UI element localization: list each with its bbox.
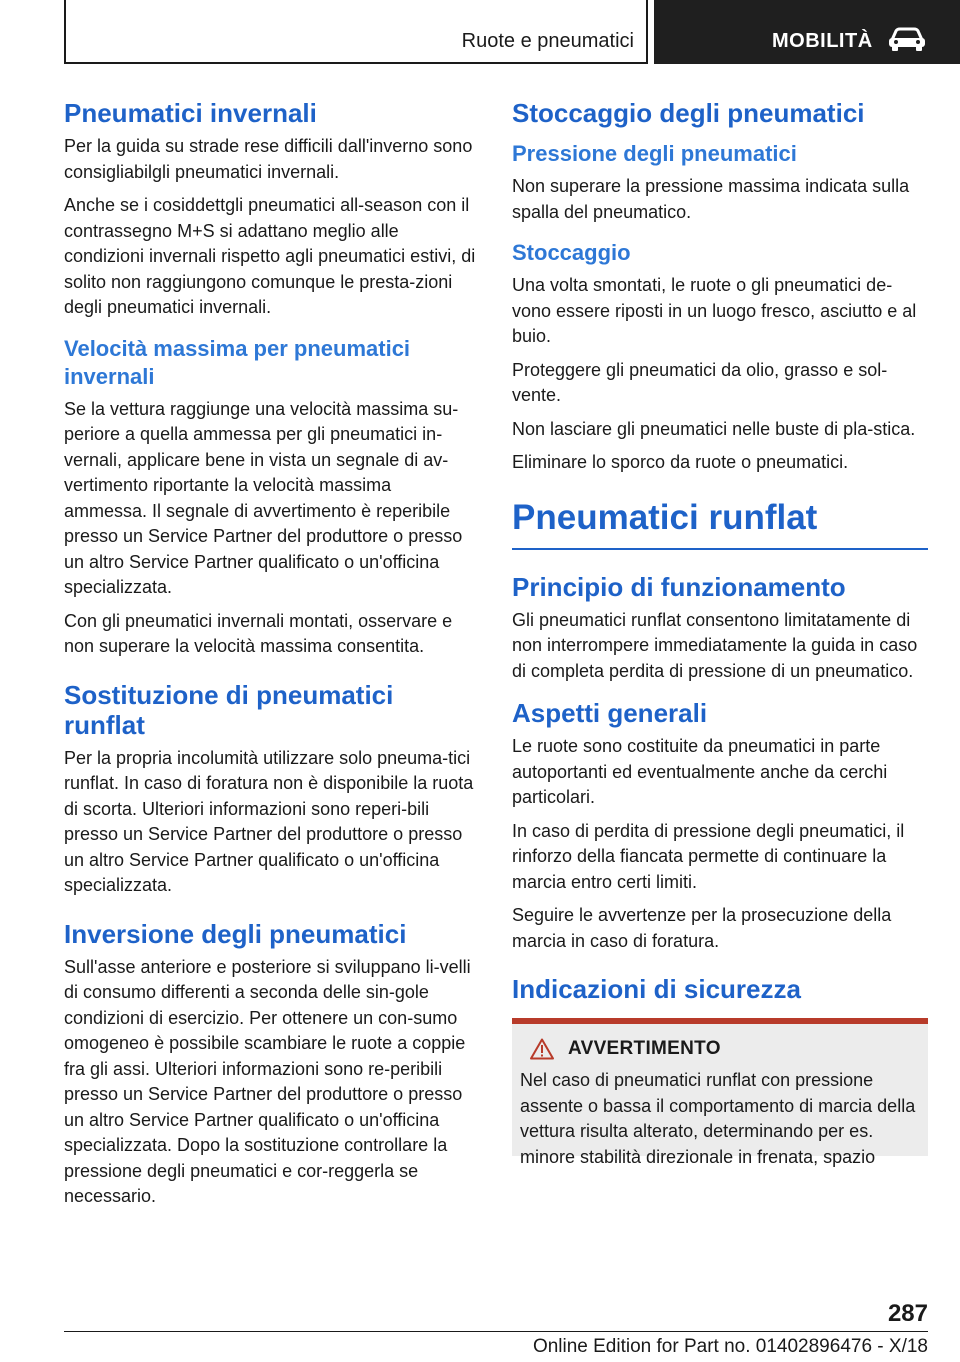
header-section-box [64,0,648,64]
para-general-3: Seguire le avvertenze per la prosecuzione della marcia in caso di foratura. [512,905,892,951]
heading-tyre-pressure: Pressione degli pneumatici [512,141,797,166]
heading-max-speed: Velocità massima per pneumatici invernali [64,335,411,389]
para-storage-3: Non lasciare gli pneumatici nelle buste di pla-stica. [512,418,916,439]
heading-principle: Principio di funzionamento [512,571,846,602]
warning-header [530,1038,920,1060]
para-speed-1: Se la vettura raggiunge una velocità massima su-periore a quella ammessa per gli pneumatici in-vernali, applicare bene in vista un segnale di av-vertimento riportante la velocità massima ammessa. Il segnale di avvertimento è reperibile presso un Service Partner del produttore o presso un altro Service Partner qualificato o un'officina specializzata. [64,398,463,597]
heading-replace-runflat: Sostituzione di pneumatici runflat [64,679,394,740]
heading-safety: Indicazioni di sicurezza [512,974,801,1004]
para-winter-2: Anche se i cosiddettgli pneumatici all-season con il contrassegno M+S si adattano meglio alle condizioni invernali rispetto agli pneumatici estivi, di solito non raggiungono comunque le presta-zioni degli pneumatici invernali. [64,195,476,317]
para-pressure: Non superare la pressione massima indicata sulla spalla del pneumatico. [512,176,910,222]
para-storage-1: Una volta smontati, le ruote o gli pneumatici de-vono essere riposti in un luogo fresco, asciutto e al buio. [512,275,917,346]
para-storage-4: Eliminare lo sporco da ruote o pneumatici. [512,452,849,472]
header-chapter-box [654,0,960,64]
left-column [64,98,478,1218]
para-rotation: Sull'asse anteriore e posteriore si sviluppano li-velli di consumo differenti a seconda delle sin-gole condizioni di esercizio. Per ottenere un con-sumo omogeneo è possibile scambiare le ruote a coppie fra gli assi. Ulteriori informazioni sono re-peribili presso un Service Partner del produttore o presso un altro Service Partner qualificato o un'officina specializzata. Dopo la sostituzione controllare la pressione degli pneumatici e cor-reggerla se necessario. [64,956,471,1206]
para-speed-2: Con gli pneumatici invernali montati, osservare e non superare la velocità massima consentita. [64,610,453,656]
para-winter-1: Per la guida su strade rese difficili dall'inverno sono consigliabilgli pneumatici invernali. [64,136,473,182]
car-icon [888,26,926,52]
header-chapter-title: MOBILITÀ [772,30,873,52]
warning-box [512,1024,928,1167]
warning-title: AVVERTIMENTO [568,1038,721,1059]
para-replace: Per la propria incolumità utilizzare solo pneuma-tici runflat. In caso di foratura non è disponibile la ruota di scorta. Ulteriori informazioni sono reperi-bili presso un Service Partner del produttore o presso un altro Service Partner qualificato o un'officina specializzata. [64,747,474,895]
para-general-1: Le ruote sono costituite da pneumatici in parte autoportanti ed eventualmente anche da cerchi particolari. [512,736,888,807]
page-number: 287 [887,1300,928,1327]
heading-tyre-rotation: Inversione degli pneumatici [64,918,407,949]
para-storage-2: Proteggere gli pneumatici da olio, grasso e sol-vente. [512,359,888,405]
para-principle: Gli pneumatici runflat consentono limitatamente di non interrompere immediatamente la guida in caso di completa perdita di pressione di un pneumatico. [512,609,918,681]
warning-text: Nel caso di pneumatici runflat con pressione assente o bassa il comportamento di marcia della vettura risulta alterato, determinando per es. minore stabilità direzionale in frenata, spazio [520,1070,916,1167]
para-general-2: In caso di perdita di pressione degli pneumatici, il rinforzo della fiancata permette di continuare la marcia entro certi limiti. [512,820,905,892]
right-column [512,98,928,1167]
heading-runflat-tyres: Pneumatici runflat [512,496,928,550]
heading-tyre-storage: Stoccaggio degli pneumatici [512,98,865,128]
warning-triangle-icon [530,1038,554,1060]
header-section-title: Ruote e pneumatici [461,30,634,52]
heading-storage: Stoccaggio [512,240,631,265]
heading-general: Aspetti generali [512,698,708,728]
footer-edition: Online Edition for Part no. 01402896476 - X/18 [532,1336,928,1357]
footer-rule [64,1331,928,1332]
heading-winter-tyres: Pneumatici invernali [64,98,317,128]
